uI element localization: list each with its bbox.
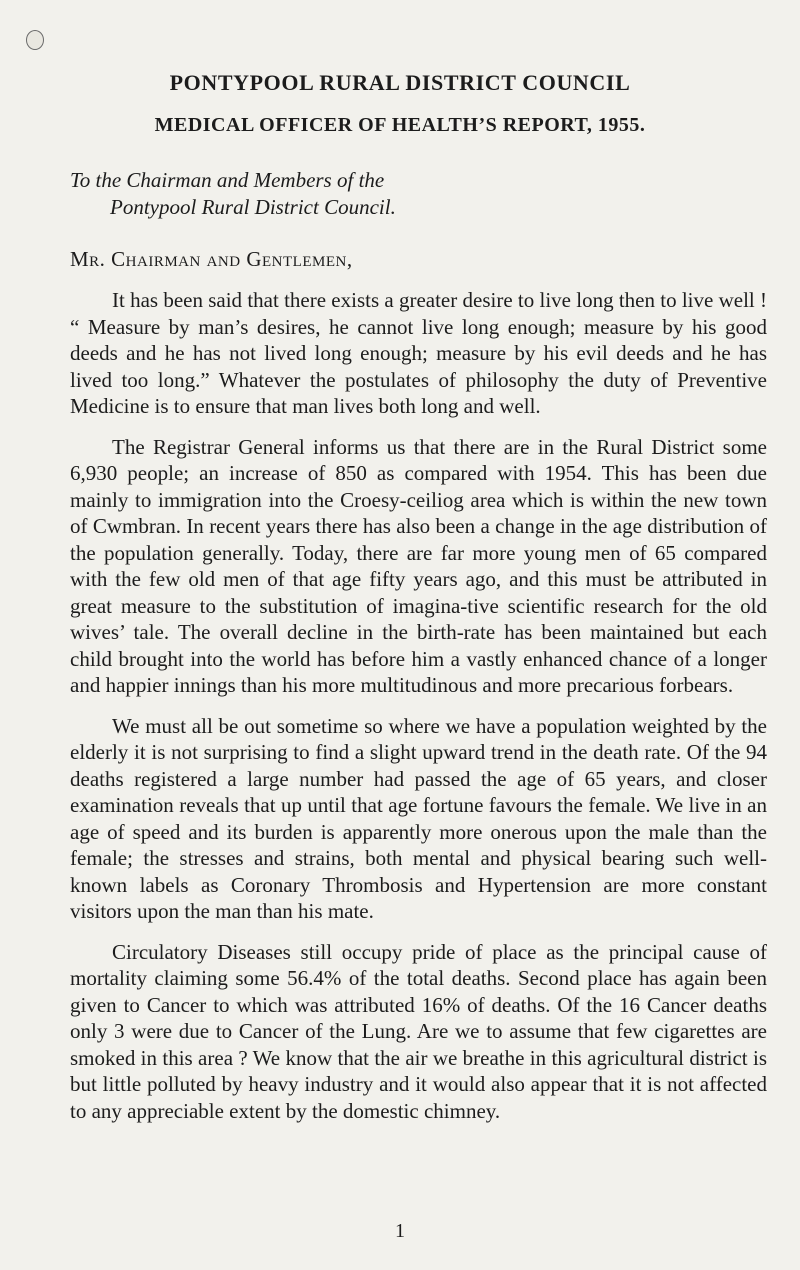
paragraph: It has been said that there exists a greater desire to live long then to live well ! “ Measure by man’s desires, he cannot live long enough; measure by his good deeds and he has not lived long enough; measure by his evil deeds and he has lived too long.” Whatever the postulates of philosophy the duty of Preventive Medicine is to ensure that man lives both long and well. [70,288,767,418]
addressee [70,167,760,221]
paragraph: Circulatory Diseases still occupy pride of place as the principal cause of mortality claiming some 56.4% of the total deaths. Second place has again been given to Cancer to which was attributed 16% of deaths. Of the 16 Cancer deaths only 3 were due to Cancer of the Lung. Are we to assume that few cigarettes are smoked in this area ? We know that the air we breathe in this agricultural district is but little polluted by heavy industry and it would also appear that it is not affected to any appreciable extent by the domestic chimney. [70,939,767,1123]
punch-hole [26,30,44,50]
page-number: 1 [395,1220,405,1242]
paragraph: The Registrar General informs us that there are in the Rural District some 6,930 people; an increase of 850 as compared with 1954. This has been due mainly to immigration into the Croesy-ceiliog area which is within the new town of Cwmbran. In recent years there has also been a change in the age distribution of the population generally. Today, there are far more young men of 65 compared with the few old men of that age fifty years ago, and this must be attributed in great measure to the substitution of imagina-tive scientific research for the old wives’ tale. The overall decline in the birth-rate has been maintained but each child brought into the world has before him a vastly enhanced chance of a longer and happier innings than his more multitudinous and more precarious forbears. [70,434,767,697]
paragraph: We must all be out sometime so where we have a population weighted by the elderly it is not surprising to find a slight upward trend in the death rate. Of the 94 deaths registered a large number had passed the age of 65 years, and closer examination reveals that up until that age fortune favours the female. We live in an age of speed and its burden is apparently more onerous upon the male than the female; the stresses and strains, both mental and physical bearing such well-known labels as Coronary Thrombosis and Hypertension are more constant visitors upon the man than his mate. [70,713,767,923]
addressee-line-2: Pontypool Rural District Council. [110,195,396,219]
addressee-line-1: To the Chairman and Members of the [70,168,385,192]
salutation: Mr. Chairman and Gentlemen, [70,247,353,271]
report-title: MEDICAL OFFICER OF HEALTH’S REPORT, 1955. [154,114,646,136]
council-heading: PONTYPOOL RURAL DISTRICT COUNCIL [169,70,631,95]
report-body [70,287,767,1138]
